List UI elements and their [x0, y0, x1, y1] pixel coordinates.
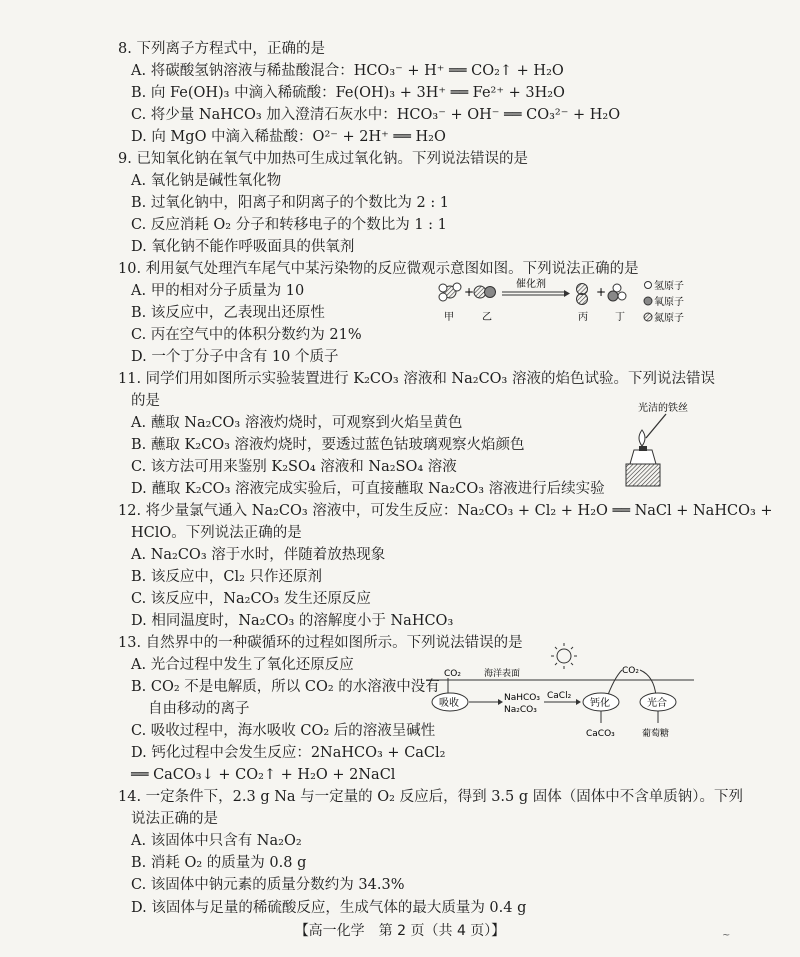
corner-mark: ~ — [722, 930, 731, 941]
q13-option-c: C. 吸收过程中，海水吸收 CO₂ 后的溶液呈碱性 — [131, 723, 436, 739]
q10-option-a: A. 甲的相对分子质量为 10 — [131, 283, 305, 299]
catalyst-label: 催化剂 — [516, 279, 546, 290]
q14-option-d: D. 该固体与足量的稀硫酸反应，生成气体的最大质量为 0.4 g — [131, 900, 527, 916]
legend-hydrogen: 氢原子 — [654, 281, 684, 292]
q9-option-d: D. 氧化钠不能作呼吸面具的供氧剂 — [131, 239, 355, 255]
molecule-jia-icon — [439, 283, 461, 301]
svg-text:+: + — [464, 285, 475, 299]
q12-stem: 12. 将少量氯气通入 Na₂CO₃ 溶液中，可发生反应：Na₂CO₃ + Cl₂ + H₂O ══ NaCl + NaHCO₃ + — [118, 503, 773, 519]
photosynthesis-label: 光合 — [647, 698, 667, 709]
stand-block-icon — [626, 464, 660, 486]
co2-left-label: CO₂ — [444, 669, 461, 679]
co2-right-label: CO₂ — [622, 666, 639, 676]
q8-option-d: D. 向 MgO 中滴入稀盐酸：O²⁻ + 2H⁺ ══ H₂O — [131, 129, 446, 145]
label-bing: 丙 — [578, 312, 588, 323]
q13-option-b: B. CO₂ 不是电解质，所以 CO₂ 的水溶液中没有 — [131, 679, 440, 695]
q12-option-a: A. Na₂CO₃ 溶于水时，伴随着放热现象 — [131, 547, 386, 563]
q12-stem-cont: HClO。下列说法正确的是 — [131, 525, 302, 541]
flame-icon — [639, 430, 645, 446]
q9-stem: 9. 已知氧化钠在氧气中加热可生成过氧化钠。下列说法错误的是 — [118, 151, 528, 167]
q11-flame-test-figure — [612, 400, 702, 490]
molecule-bing-icon — [577, 284, 588, 305]
q9-option-c: C. 反应消耗 O₂ 分子和转移电子的个数比为 1 : 1 — [131, 217, 447, 233]
q8-stem: 8. 下列离子方程式中，正确的是 — [118, 41, 325, 57]
q14-option-b: B. 消耗 O₂ 的质量为 0.8 g — [131, 855, 307, 871]
q13-stem: 13. 自然界中的一种碳循环的过程如图所示。下列说法错误的是 — [118, 635, 523, 651]
iron-wire-label: 光洁的铁丝 — [638, 403, 688, 414]
cacl2-label: CaCl₂ — [547, 691, 572, 701]
label-yi: 乙 — [482, 312, 492, 323]
glucose-label: 葡萄糖 — [642, 729, 670, 739]
lamp-icon — [630, 450, 656, 464]
q14-option-c: C. 该固体中钠元素的质量分数约为 34.3% — [131, 877, 405, 893]
q10-option-c: C. 丙在空气中的体积分数约为 21% — [131, 327, 362, 343]
legend-nitrogen: 氮原子 — [654, 313, 684, 324]
q10-option-d: D. 一个丁分子中含有 10 个质子 — [131, 349, 339, 365]
q13-option-a: A. 光合过程中发生了氧化还原反应 — [131, 657, 354, 673]
q8-option-b: B. 向 Fe(OH)₃ 中滴入稀硫酸：Fe(OH)₃ + 3H⁺ ══ Fe²⁺ + 3H₂O — [131, 85, 565, 101]
q10-option-b: B. 该反应中，乙表现出还原性 — [131, 305, 325, 321]
q14-option-a: A. 该固体中只含有 Na₂O₂ — [131, 833, 302, 849]
q9-option-a: A. 氧化钠是碱性氧化物 — [131, 173, 282, 189]
q13-option-d: D. 钙化过程中会发生反应：2NaHCO₃ + CaCl₂ — [131, 745, 446, 761]
svg-text:+: + — [596, 285, 607, 299]
sun-icon — [551, 643, 577, 669]
q11-option-b: B. 蘸取 K₂CO₃ 溶液灼烧时，要透过蓝色钴玻璃观察火焰颜色 — [131, 437, 525, 453]
q12-option-c: C. 该反应中，Na₂CO₃ 发生还原反应 — [131, 591, 371, 607]
page-footer: 【高一化学 第 2 页（共 4 页）】 — [294, 923, 506, 939]
iron-wire-icon — [646, 414, 666, 438]
label-ding: 丁 — [615, 312, 625, 323]
q11-stem: 11. 同学们用如图所示实验装置进行 K₂CO₃ 溶液和 Na₂CO₃ 溶液的焰色试验。下列说法错误 — [118, 371, 715, 387]
q11-stem-cont: 的是 — [131, 393, 160, 409]
q12-option-d: D. 相同温度时，Na₂CO₃ 的溶解度小于 NaHCO₃ — [131, 613, 454, 629]
na2co3-label: Na₂CO₃ — [504, 705, 537, 715]
q13-carbon-cycle-figure — [426, 640, 696, 745]
q12-option-b: B. 该反应中，Cl₂ 只作还原剂 — [131, 569, 323, 585]
q8-option-a: A. 将碳酸氢钠溶液与稀盐酸混合：HCO₃⁻ + H⁺ ══ CO₂↑ + H₂O — [131, 63, 564, 79]
calcify-label: 钙化 — [590, 698, 610, 709]
q10-stem: 10. 利用氨气处理汽车尾气中某污染物的反应微观示意图如图。下列说法正确的是 — [118, 261, 639, 277]
q14-stem-cont: 说法正确的是 — [131, 811, 218, 827]
absorb-label: 吸收 — [439, 698, 459, 709]
q11-option-c: C. 该方法可用来鉴别 K₂SO₄ 溶液和 Na₂SO₄ 溶液 — [131, 459, 457, 475]
nahco3-label: NaHCO₃ — [504, 693, 540, 703]
caco3-label: CaCO₃ — [586, 729, 615, 739]
q14-stem: 14. 一定条件下，2.3 g Na 与一定量的 O₂ 反应后，得到 3.5 g 固体（固体中不含单质钠）。下列 — [118, 789, 744, 805]
q9-option-b: B. 过氧化钠中，阳离子和阴离子的个数比为 2 : 1 — [131, 195, 450, 211]
q13-option-d-cont: ══ CaCO₃↓ + CO₂↑ + H₂O + 2NaCl — [131, 767, 396, 783]
q8-option-c: C. 将少量 NaHCO₃ 加入澄清石灰水中：HCO₃⁻ + OH⁻ ══ CO₃²⁻ + H₂O — [131, 107, 621, 123]
molecule-ding-icon — [608, 284, 626, 301]
q10-reaction-figure — [436, 276, 696, 328]
molecule-yi-icon — [474, 286, 496, 298]
q11-option-d: D. 蘸取 K₂CO₃ 溶液完成实验后，可直接蘸取 Na₂CO₃ 溶液进行后续实验 — [131, 481, 605, 497]
q13-option-b-cont: 自由移动的离子 — [148, 701, 250, 717]
sea-surface-label: 海洋表面 — [484, 669, 521, 679]
label-jia: 甲 — [444, 312, 454, 323]
legend-oxygen: 氧原子 — [654, 297, 684, 308]
q11-option-a: A. 蘸取 Na₂CO₃ 溶液灼烧时，可观察到火焰呈黄色 — [131, 415, 463, 431]
